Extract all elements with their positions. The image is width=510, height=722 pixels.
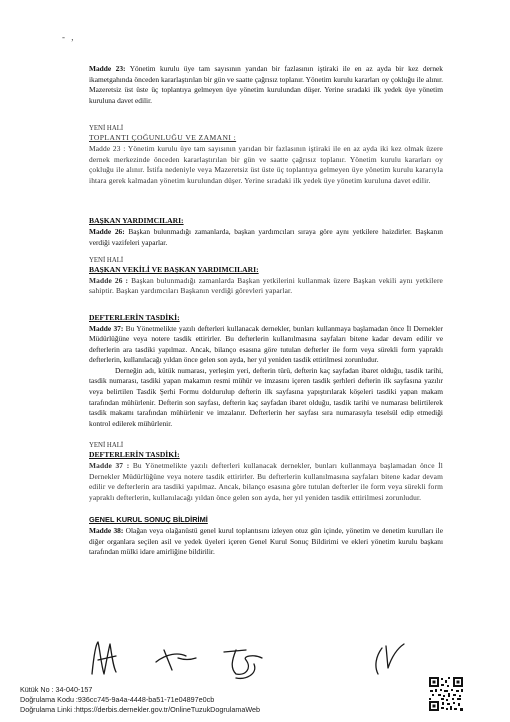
article-23-new-text: Madde 23 : Yönetim kurulu üye tam sayısının yarıdan bir fazlasının iştiraki ile en az ayda iki kez olmak üzere dernek merkezinde önceden kararlaştırılan bir gün ve saatte çağrısız toplanır. Yönetim kurulu kararları oy çokluğu ile alınır. İstifa nedeniyle veya Mazeretsiz üst üste üç toplantıya gelmeyen üye yönetim kurulu kararıyla ihtara gerek kalmadan yönetim kurulundan düşer. Yerine sıradaki ilk yedek üye yönetim kuruluna davet edilir. [89, 143, 443, 185]
article-26-new-body: Başkan bulunmadığı zamanlarda Başkan yetkilerini kullanmak üzere Başkan vekili aynı yetkilere sahiptir. Başkan yardımcıları Başkanın verdiği görevleri yaparlar. [89, 275, 443, 296]
signature-4 [376, 644, 404, 674]
article-37-new-label: YENİ HALİ [89, 442, 124, 450]
signature-3 [224, 650, 262, 678]
article-26-new-heading: BAŞKAN VEKİLİ VE BAŞKAN YARDIMCILARI: [89, 265, 259, 275]
article-23-text: Yönetim kurulu üye tam sayısının yarıdan bir fazlasının iştiraki ile en az ayda bir kez dernek ikametgahında önceden kararlaştırılan bir gün ve saatte çağrısız toplanır. Yönetim kurulu kararları oy çokluğu ile alınır. Mazeretsiz üst üste üç toplantıya gelmeyen üye yönetim kurulundan düşer. Yerine sıradaki ilk yedek üye yönetim kuruluna davet edilir. [89, 64, 443, 105]
article-26-new-number: Madde 26 : [89, 275, 129, 285]
article-38-heading: GENEL KURUL SONUÇ BİLDİRİMİ [89, 515, 208, 525]
article-23-number: Madde 23: [89, 64, 126, 73]
verification-link[interactable]: Doğrulama Linki :https://derbis.dernekler.gov.tr/OnlineTuzukDogrulamaWeb [20, 705, 260, 715]
verification-footer [20, 685, 260, 716]
verification-code: Doğrulama Kodu :936cc745-9a4a-4448-ba51-71e04897e0cb [20, 695, 215, 705]
article-23-new-heading: TOPLANTI ÇOĞUNLUĞU VE ZAMANI : [89, 133, 237, 143]
registry-number: Kütük No : 34-040-157 [20, 685, 93, 694]
document-body [89, 64, 443, 558]
article-37-new-body: Bu Yönetmelikte yazılı defterleri kullanacak dernekler, bunları kullanmaya başlamadan önce İl Dernekler Müdürlüğüne veya notere tasdik ettirirler. Bu defterlerin kullanılmasına sayfaları bitene kadar devam edilir ve defterlerin ara tasdiki yapılmaz. Ancak, bilanço esasına göre tutulan defterler ile form veya sürekli form yapraklı defterlerin, kullanılacağı yıldan önce gelen son ayda, her yıl yeniden tasdik ettirilmesi zorunludur. [89, 461, 443, 502]
qr-code [428, 676, 464, 712]
article-23-original [89, 64, 443, 106]
article-37-original [89, 324, 443, 366]
article-37-new-heading: DEFTERLERİN TASDİKİ: [89, 450, 180, 460]
article-26-original [89, 227, 443, 248]
article-38-body: Olağan veya olağanüstü genel kurul toplantısını izleyen otuz gün içinde, yönetim ve denetim kurulları ile diğer organlara seçilen asil ve yedek üyeleri içeren Genel Kurul Sonuç Bildirimi ve ekleri yönetim kurulu başkanı tarafından mülki idare amirliğine bildirilir. [89, 526, 443, 557]
page-mark: - , [62, 32, 76, 42]
article-37-paragraph-2: Derneğin adı, kütük numarası, yerleşim yeri, defterin türü, defterin kaç sayfadan ibaret olduğu, tasdik tarihi, tasdik numarası, tasdiki yapan makamın resmi mühür ve imzasını içeren tasdik şerhleri defterin ilk sayfasına yazılır veya belirtilen Tasdik Şerhi Formu doldurulup defterin ilk sayfasına yapıştırılarak köşeleri tasdiki yapan makam tarafından mühürlenir. Defterin son sayfası, defterin kaç sayfadan ibaret olduğu, tasdik tarihi ve numarası belirtilerek tasdik makamı tarafından mühürlenir ve imzalanır. Defterlerin her sayfası sıra numarasıyla teselsül edip etmediği kontrol edilerek mühürlenir. [89, 365, 443, 428]
signature-2 [156, 650, 196, 670]
article-26-heading: BAŞKAN YARDIMCILARI: [89, 216, 184, 226]
article-26-text: Başkan bulunmadığı zamanlarda, başkan yardımcıları sıraya göre aynı yetkilere haizdirler. Başkanın verdiği vazifeleri yaparlar. [89, 226, 443, 247]
article-26-new-label: YENİ HALİ [89, 257, 124, 265]
article-26-number: Madde 26: [89, 226, 125, 236]
signature-1 [92, 642, 116, 674]
article-38-text [89, 526, 443, 558]
article-37-heading: DEFTERLERİN TASDİKİ: [89, 312, 180, 322]
signatures [86, 634, 416, 682]
article-37-new-text [89, 461, 443, 503]
article-37-new-number: Madde 37 : [89, 461, 130, 471]
article-23-new-label: YENİ HALİ [89, 125, 124, 133]
article-37-text: Bu Yönetmelikte yazılı defterleri kullanacak dernekler, bunları kullanmaya başlamadan önce İl Dernekler Müdürlüğüne veya notere tasdik ettirirler. Bu defterlerin kullanılmasına sayfaları bitene kadar devam edilir ve defterlerin ara tasdiki yapılmaz. Ancak, bilanço esasına göre tutulan defterler ile form veya sürekli form yapraklı defterlerin, kullanılacağı yıldan önce gelen son ayda, her yıl yeniden tasdik ettirilmesi zorunludur. [89, 323, 443, 365]
article-38-number: Madde 38: [89, 526, 124, 535]
article-26-new-text [89, 276, 443, 297]
article-37-number: Madde 37: [89, 323, 124, 333]
